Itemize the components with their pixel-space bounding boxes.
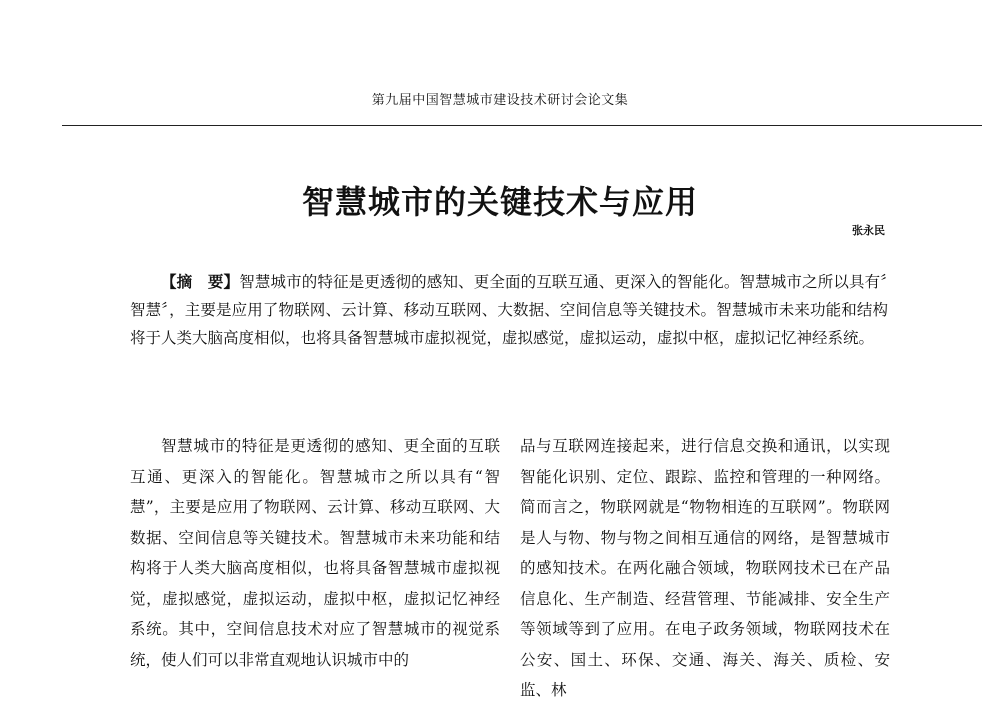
abstract-paragraph bbox=[130, 268, 888, 352]
abstract-text: 智慧城市的特征是更透彻的感知、更全面的互联互通、更深入的智能化。智慧城市之所以具有〞智慧〞，主要是应用了物联网、云计算、移动互联网、大数据、空间信息等关键技术。智慧城市未来功能和结构将于人类大脑高度相似，也将具备智慧城市虚拟视觉，虚拟感觉，虚拟运动，虚拟中枢，虚拟记忆神经系统。 bbox=[130, 273, 888, 347]
running-header: 第九届中国智慧城市建设技术研讨会论文集 bbox=[371, 93, 629, 108]
header-rule bbox=[62, 125, 982, 126]
author-name: 张永民 bbox=[852, 224, 885, 237]
body-column-right: 品与互联网连接起来，进行信息交换和通讯，以实现智能化识别、定位、跟踪、监控和管理的一种网络。简而言之，物联网就是“物物相连的互联网”。物联网是人与物、物与物之间相互通信的网络，是智慧城市的感知技术。在两化融合领域，物联网技术已在产品信息化、生产制造、经营管理、节能减排、安全生产等领域等到了应用。在电子政务领域，物联网技术在公安、国土、环保、交通、海关、海关、质检、安监、林 bbox=[520, 437, 890, 699]
abstract bbox=[130, 268, 888, 352]
article-title: 智慧城市的关键技术与应用 bbox=[301, 183, 698, 221]
body-column-left: 智慧城市的特征是更透彻的感知、更全面的互联互通、更深入的智能化。智慧城市之所以具有“智慧”，主要是应用了物联网、云计算、移动互联网、大数据、空间信息等关键技术。智慧城市未来功能和结构将于人类大脑高度相似，也将具备智慧城市虚拟视觉，虚拟感觉，虚拟运动，虚拟中枢，虚拟记忆神经系统。其中，空间信息技术对应了智慧城市的视觉系统，使人们可以非常直观地认识城市中的 bbox=[130, 437, 500, 669]
abstract-label: 【摘 要】 bbox=[161, 272, 240, 291]
